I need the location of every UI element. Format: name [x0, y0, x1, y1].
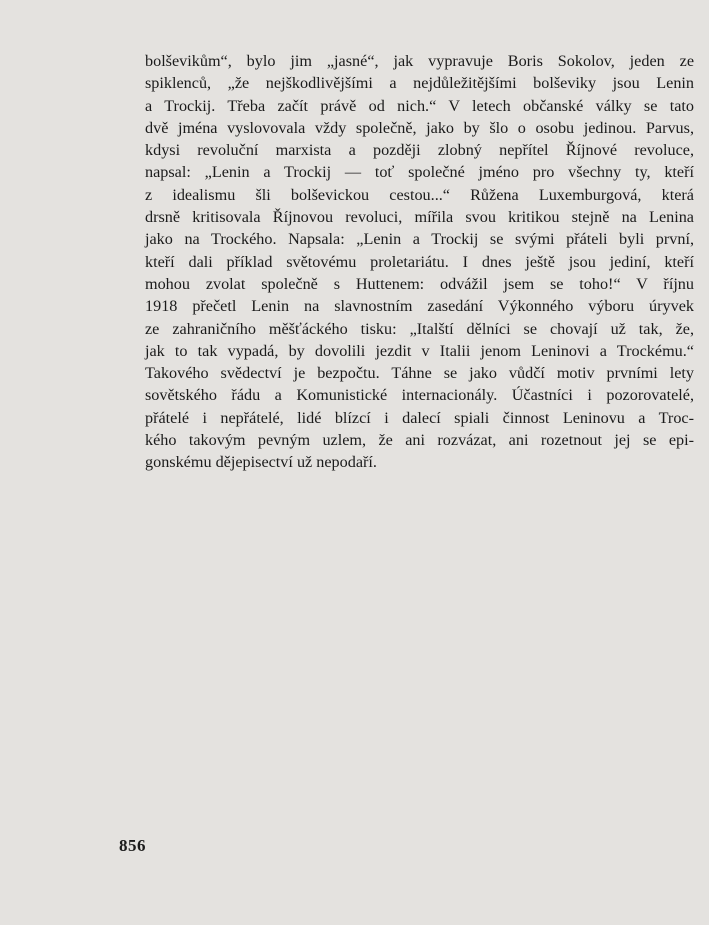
page-number: 856	[119, 836, 146, 855]
text-line: spiklenců, „že nejškodlivějšími a nejdůležitějšími bolševiky jsou Lenin	[145, 74, 694, 93]
text-line: z idealismu šli bolševickou cestou...“ Růžena Luxemburgová, která	[145, 185, 694, 204]
text-line: sovětského řádu a Komunistické internacionály. Účastníci i pozorovatelé,	[145, 386, 694, 405]
text-line: jako na Trockého. Napsala: „Lenin a Trockij se svými přáteli byli první,	[145, 230, 694, 249]
text-line: napsal: „Lenin a Trockij — toť společné jméno pro všechny ty, kteří	[145, 163, 694, 182]
text-line: dvě jména vyslovovala vždy společně, jako by šlo o osobu jedinou. Parvus,	[145, 118, 694, 137]
text-line: kdysi revoluční marxista a později zlobný nepřítel Říjnové revoluce,	[145, 141, 694, 160]
text-line: ze zahraničního měšťáckého tisku: „Italští dělníci se chovají už tak, že,	[145, 319, 694, 338]
body-text	[145, 50, 694, 474]
text-line: a Trockij. Třeba začít právě od nich.“ V letech občanské války se tato	[145, 96, 694, 115]
text-line: kteří dali příklad světovému proletariátu. I dnes ještě jsou jediní, kteří	[145, 252, 694, 271]
text-line: 1918 přečetl Lenin na slavnostním zasedání Výkonného výboru úryvek	[145, 297, 694, 316]
text-line: Takového svědectví je bezpočtu. Táhne se jako vůdčí motiv prvními lety	[145, 364, 694, 383]
text-line: gonskému dějepisectví už nepodaří.	[145, 453, 377, 472]
text-line: bolševikům“, bylo jim „jasné“, jak vypravuje Boris Sokolov, jeden ze	[145, 52, 694, 70]
text-line: jak to tak vypadá, by dovolili jezdit v Italii jenom Leninovi a Trockému.“	[145, 341, 694, 360]
text-line: přátelé i nepřátelé, lidé blízcí i dalecí spiali činnost Leninovu a Troc-	[145, 408, 694, 427]
text-line: drsně kritisovala Říjnovou revoluci, mířila svou kritikou stejně na Lenina	[145, 208, 694, 227]
text-line: kého takovým pevným uzlem, že ani rozvázat, ani rozetnout jej se epi-	[145, 431, 694, 450]
text-line: mohou zvolat společně s Huttenem: odvážil jsem se toho!“ V říjnu	[145, 274, 694, 293]
